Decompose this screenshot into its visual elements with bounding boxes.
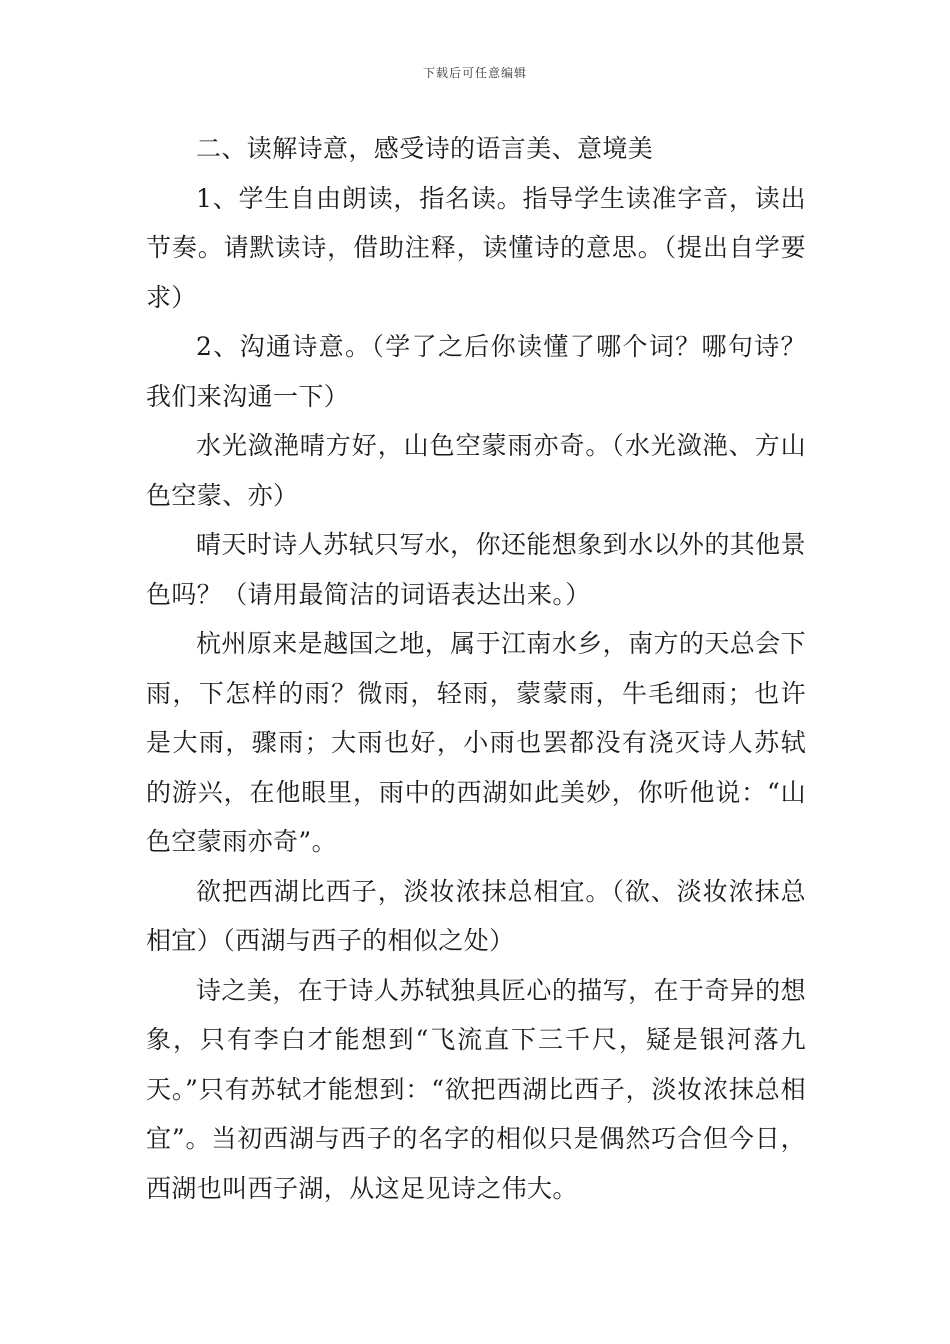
paragraph-poem-line-1: 水光潋滟晴方好，山色空蒙雨亦奇。（水光潋滟、方山色空蒙、亦）: [146, 431, 806, 510]
paragraph-poem-beauty: 诗之美，在于诗人苏轼独具匠心的描写，在于奇异的想象，只有李白才能想到“飞流直下三千尺，疑是银河落九天。”只有苏轼才能想到：“欲把西湖比西子，淡妆浓抹总相宜”。当初西湖与西子的名字的相似只是偶然巧合但今日，西湖也叫西子湖，从这足见诗之伟大。: [146, 975, 806, 1203]
page-header: 下载后可任意编辑: [422, 66, 527, 80]
paragraph-sunny-scene: 晴天时诗人苏轼只写水，你还能想象到水以外的其他景色吗？（请用最简洁的词语表达出来。）: [146, 530, 806, 609]
paragraph-reading-instructions: 1、学生自由朗读，指名读。指导学生读准字音，读出节奏。请默读诗，借助注释，读懂诗的意思。（提出自学要求）: [146, 183, 806, 312]
paragraph-hangzhou-rain: 杭州原来是越国之地，属于江南水乡，南方的天总会下雨，下怎样的雨？微雨，轻雨，蒙蒙雨，牛毛细雨；也许是大雨，骤雨；大雨也好，小雨也罢都没有浇灭诗人苏轼的游兴，在他眼里，雨中的西湖如此美妙，你听他说：“山色空蒙雨亦奇”。: [146, 629, 806, 856]
paragraph-poem-line-2: 欲把西湖比西子，淡妆浓抹总相宜。（欲、淡妆浓抹总相宜）（西湖与西子的相似之处）: [146, 876, 806, 955]
section-heading: 二、读解诗意，感受诗的语言美、意境美: [196, 134, 654, 163]
paragraph-discuss-meaning: 2、沟通诗意。（学了之后你读懂了哪个词？哪句诗？我们来沟通一下）: [146, 332, 806, 411]
document-body: [146, 124, 806, 1213]
